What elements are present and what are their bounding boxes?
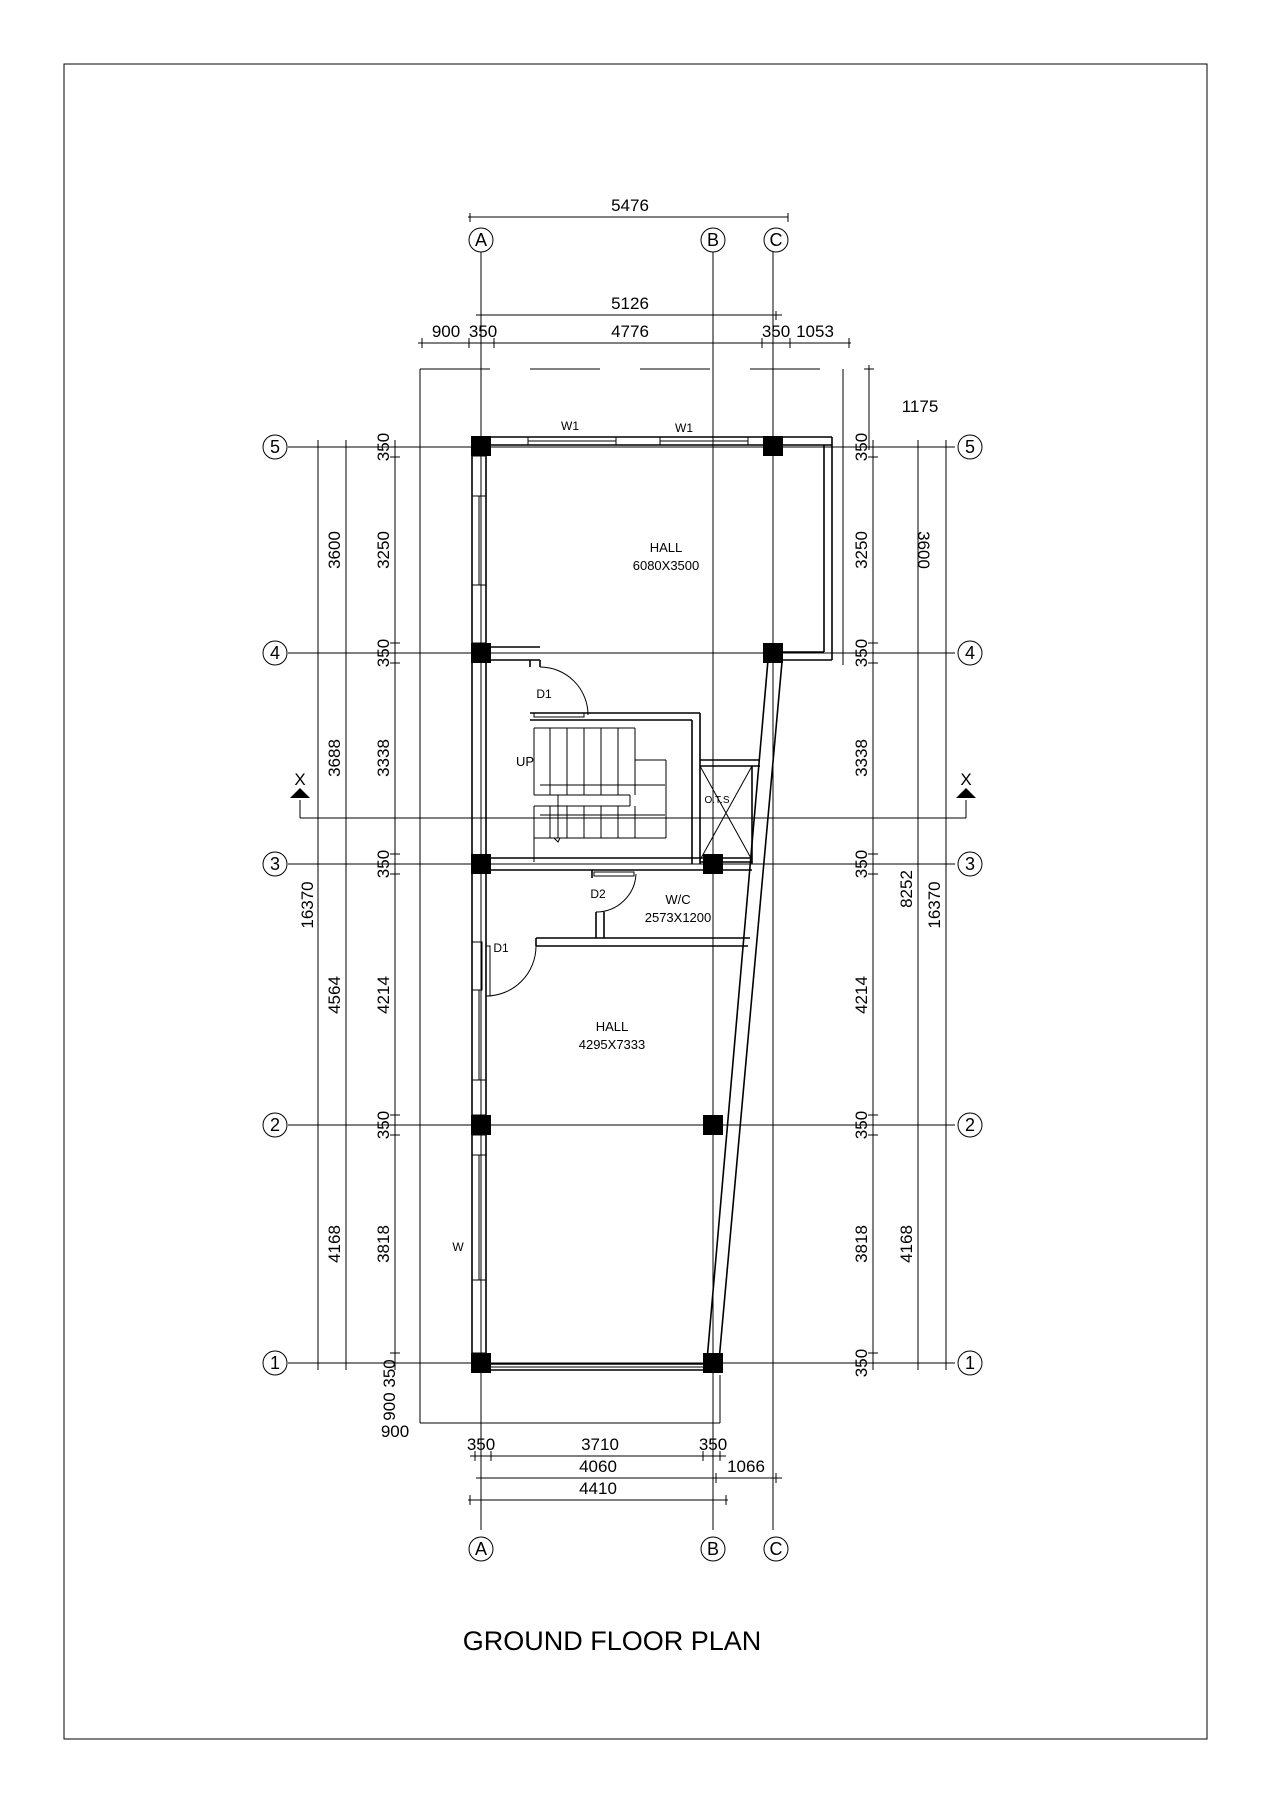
dim-right-col2: 350 xyxy=(852,1110,871,1140)
svg-text:2: 2 xyxy=(964,1115,976,1135)
svg-text:C: C xyxy=(769,1539,783,1559)
svg-text:5: 5 xyxy=(964,437,976,457)
dim-bottom-4060: 4060 xyxy=(579,1457,617,1476)
grid-bubble-a-bottom xyxy=(469,1537,493,1561)
room-hall-bottom-size: 4295X7333 xyxy=(578,1037,646,1052)
dim-right-3818: 3818 xyxy=(852,1225,871,1263)
dim-left-col4: 350 xyxy=(374,638,393,668)
svg-text:A: A xyxy=(474,230,488,250)
dim-right-3250: 3250 xyxy=(852,531,871,569)
dim-left-4564: 4564 xyxy=(325,976,344,1014)
dim-left-3600: 3600 xyxy=(325,531,344,569)
svg-text:A: A xyxy=(474,1539,488,1559)
grid-bubble-b-bottom xyxy=(701,1537,725,1561)
dim-bottom-vert-900-350: 900 350 xyxy=(380,1359,399,1421)
window-w-label: W xyxy=(452,1240,464,1254)
section-label-right: X xyxy=(960,770,972,789)
grid-bubble-c-bottom xyxy=(764,1537,788,1561)
door-d2-label: D2 xyxy=(590,887,606,901)
dimensions-bottom xyxy=(380,1359,782,1505)
svg-text:2: 2 xyxy=(269,1115,281,1135)
window-w1-left-label: W1 xyxy=(561,419,579,433)
door-d1-bottom-label: D1 xyxy=(493,941,509,955)
dim-left-4214: 4214 xyxy=(374,976,393,1014)
ots-shaft xyxy=(700,766,752,860)
grid-bubble-5-left xyxy=(263,435,287,459)
dim-right-col4: 350 xyxy=(852,638,871,668)
dim-right-total: 16370 xyxy=(925,881,944,929)
room-hall-bottom-name: HALL xyxy=(595,1019,629,1034)
grid-bubble-b-top xyxy=(701,228,725,252)
dim-right-3338: 3338 xyxy=(852,739,871,777)
room-wc-size: 2573X1200 xyxy=(644,910,712,925)
dim-bottom-1066: 1066 xyxy=(727,1457,765,1476)
dim-left-3818: 3818 xyxy=(374,1225,393,1263)
dim-bottom-right-350: 350 xyxy=(698,1435,728,1454)
grid-bubble-3-right xyxy=(958,852,982,876)
dim-top-center: 5126 xyxy=(611,294,649,313)
dim-right-col3: 350 xyxy=(852,849,871,879)
columns xyxy=(471,436,783,1373)
dim-top-4776: 4776 xyxy=(611,322,649,341)
dim-right-col5: 350 xyxy=(852,432,871,462)
dim-left-3688: 3688 xyxy=(325,739,344,777)
dim-left-3338: 3338 xyxy=(374,739,393,777)
section-label-left: X xyxy=(294,770,306,789)
dim-right-8252: 8252 xyxy=(897,870,916,908)
staircase xyxy=(516,728,666,862)
svg-text:4: 4 xyxy=(269,643,281,663)
dim-right-3600: 3600 xyxy=(914,531,933,569)
ots-label: O.T.S xyxy=(704,795,730,806)
dimensions-right xyxy=(852,433,951,1377)
dim-left-3250: 3250 xyxy=(374,531,393,569)
drawing-title: GROUND FLOOR PLAN xyxy=(462,1626,762,1656)
stair-up-label: UP xyxy=(516,754,535,769)
dim-right-4168: 4168 xyxy=(897,1225,916,1263)
grid-bubble-3-left xyxy=(263,852,287,876)
dim-top-1053: 1053 xyxy=(796,322,834,341)
plot-outline xyxy=(420,369,843,1423)
grid-bubble-1-left xyxy=(263,1351,287,1375)
grid-bubble-a-top xyxy=(469,228,493,252)
dimensions-left xyxy=(298,433,400,1370)
dim-bottom-3710: 3710 xyxy=(581,1435,619,1454)
dimensions-top xyxy=(418,196,938,450)
dim-left-col2: 350 xyxy=(374,1110,393,1140)
svg-text:5: 5 xyxy=(269,437,281,457)
svg-text:B: B xyxy=(706,1539,720,1559)
grid-bubble-5-right xyxy=(958,435,982,459)
dim-right-4214: 4214 xyxy=(852,976,871,1014)
grid-bubble-2-left xyxy=(263,1113,287,1137)
svg-text:B: B xyxy=(706,230,720,250)
dim-top-left-350: 350 xyxy=(468,322,498,341)
dim-left-col5: 350 xyxy=(374,432,393,462)
dim-top-right-350: 350 xyxy=(761,322,791,341)
dim-left-total: 16370 xyxy=(298,881,317,929)
grid-bubble-4-right xyxy=(958,641,982,665)
dim-top-overall: 5476 xyxy=(611,196,649,215)
svg-text:3: 3 xyxy=(964,854,976,874)
dim-bottom-4410: 4410 xyxy=(579,1479,617,1498)
window-w1-right-label: W1 xyxy=(675,421,693,435)
grid-bubble-1-right xyxy=(958,1351,982,1375)
room-hall-top-name: HALL xyxy=(649,540,683,555)
grid-bubble-c-top xyxy=(764,228,788,252)
door-d1-top-label: D1 xyxy=(536,687,552,701)
room-hall-top-size: 6080X3500 xyxy=(632,558,700,573)
dim-right-col1: 350 xyxy=(852,1348,871,1378)
dim-top-900: 900 xyxy=(431,322,461,341)
room-labels xyxy=(452,419,711,1254)
svg-text:C: C xyxy=(769,230,783,250)
svg-text:1: 1 xyxy=(964,1353,976,1373)
room-wc-name: W/C xyxy=(665,892,691,907)
dim-top-1175: 1175 xyxy=(901,397,939,416)
svg-text:3: 3 xyxy=(269,854,281,874)
svg-text:1: 1 xyxy=(269,1353,281,1373)
dim-bottom-left-350: 350 xyxy=(466,1435,496,1454)
dim-bottom-900: 900 xyxy=(380,1422,410,1441)
svg-text:4: 4 xyxy=(964,643,976,663)
grid-bubble-2-right xyxy=(958,1113,982,1137)
grid-bubble-4-left xyxy=(263,641,287,665)
dim-left-4168: 4168 xyxy=(325,1225,344,1263)
dim-left-col3: 350 xyxy=(374,849,393,879)
walls xyxy=(472,437,832,1372)
windows xyxy=(472,437,768,1367)
